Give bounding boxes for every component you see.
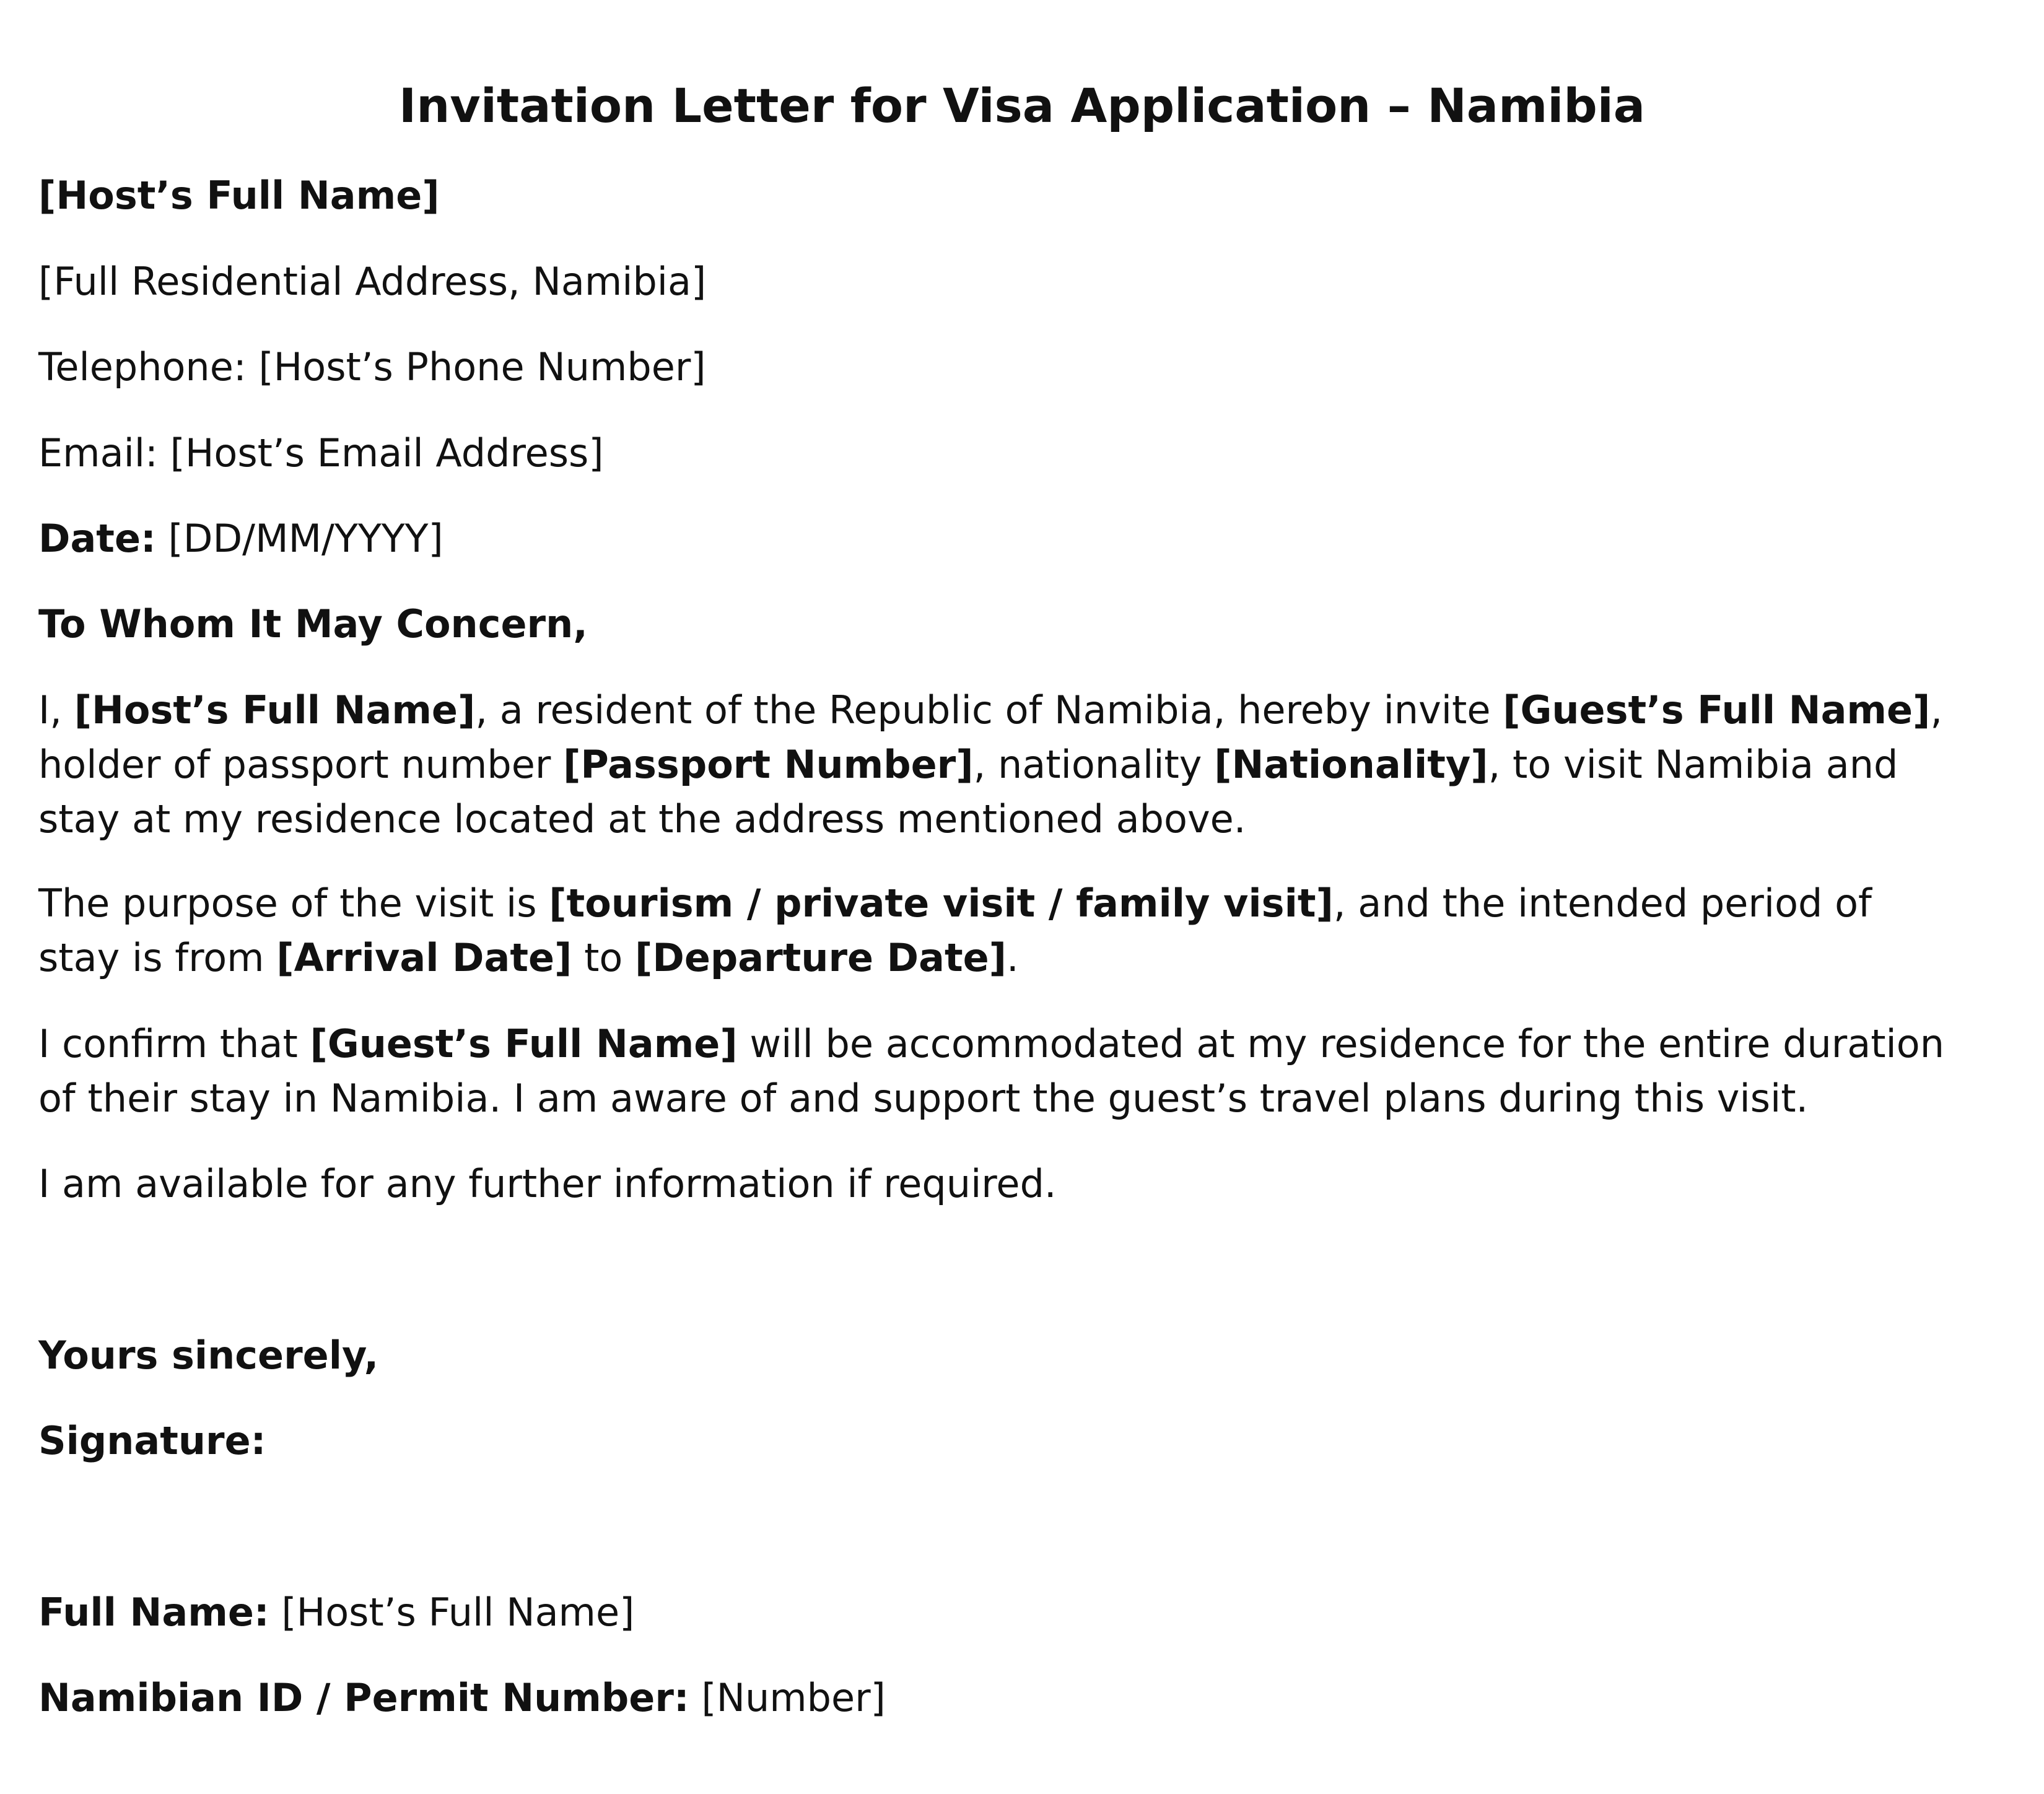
full-name-line	[38, 1585, 634, 1640]
paragraph-invitation	[38, 683, 2020, 847]
text: , and the intended period of	[1333, 881, 1872, 926]
signature-line	[38, 1414, 266, 1468]
paragraph-availability: I am available for any further information if required.	[38, 1161, 1057, 1206]
host-address: [Full Residential Address, Namibia]	[38, 259, 707, 304]
arrival-date-ref: [Arrival Date]	[276, 935, 572, 980]
paragraph-line	[38, 1017, 2020, 1071]
full-name-value: [Host’s Full Name]	[281, 1590, 635, 1635]
passport-number-ref: [Passport Number]	[563, 742, 974, 787]
date-value: [DD/MM/YYYY]	[168, 516, 443, 561]
salutation-text: To Whom It May Concern,	[38, 601, 588, 647]
nationality-ref: [Nationality]	[1214, 742, 1488, 787]
text: will be accommodated at my residence for the entire duration	[737, 1021, 1945, 1066]
id-number-value: [Number]	[701, 1675, 886, 1720]
text: , a resident of the Republic of Namibia, hereby invite	[475, 687, 1503, 733]
salutation	[38, 597, 588, 651]
text: .	[1007, 935, 1019, 980]
paragraph-line	[38, 876, 2020, 931]
text: holder of passport number	[38, 742, 564, 787]
text: stay is from	[38, 935, 277, 980]
telephone-label: Telephone:	[38, 344, 247, 390]
telephone-value: [Host’s Phone Number]	[258, 344, 706, 390]
paragraph-purpose	[38, 876, 2020, 985]
departure-date-ref: [Departure Date]	[635, 935, 1007, 980]
paragraph-line: stay at my residence located at the address mentioned above.	[38, 796, 1246, 842]
text: , to visit Namibia and	[1488, 742, 1898, 787]
paragraph-accommodation	[38, 1017, 2020, 1126]
host-name: [Host’s Full Name]	[38, 173, 440, 218]
text: ,	[1930, 687, 1943, 733]
signature-label: Signature:	[38, 1418, 266, 1463]
id-number-line	[38, 1671, 886, 1725]
paragraph-line	[38, 738, 2020, 792]
purpose-ref: [tourism / private visit / family visit]	[549, 881, 1334, 926]
closing-text: Yours sincerely,	[38, 1333, 379, 1378]
email-label: Email:	[38, 430, 158, 476]
email-value: [Host’s Email Address]	[170, 430, 604, 476]
guest-name-ref: [Guest’s Full Name]	[310, 1021, 738, 1066]
text: The purpose of the visit is	[38, 881, 549, 926]
id-number-label: Namibian ID / Permit Number:	[38, 1675, 689, 1720]
date-label: Date:	[38, 516, 156, 561]
paragraph-line	[38, 683, 2020, 738]
host-name-ref: [Host’s Full Name]	[74, 687, 476, 733]
text: , nationality	[973, 742, 1215, 787]
paragraph-line	[38, 931, 2020, 985]
letter-title: Invitation Letter for Visa Application – Namibia	[398, 78, 1646, 133]
closing	[38, 1328, 378, 1383]
paragraph-line: of their stay in Namibia. I am aware of and support the guest’s travel plans during this visit.	[38, 1076, 1809, 1121]
full-name-label: Full Name:	[38, 1590, 269, 1635]
host-name-heading	[38, 168, 440, 223]
guest-name-ref: [Guest’s Full Name]	[1503, 687, 1931, 733]
text: to	[572, 935, 635, 980]
telephone-line	[38, 340, 706, 394]
email-line	[38, 426, 604, 481]
text: I confirm that	[38, 1021, 310, 1066]
text: I,	[38, 687, 74, 733]
date-line	[38, 512, 443, 566]
